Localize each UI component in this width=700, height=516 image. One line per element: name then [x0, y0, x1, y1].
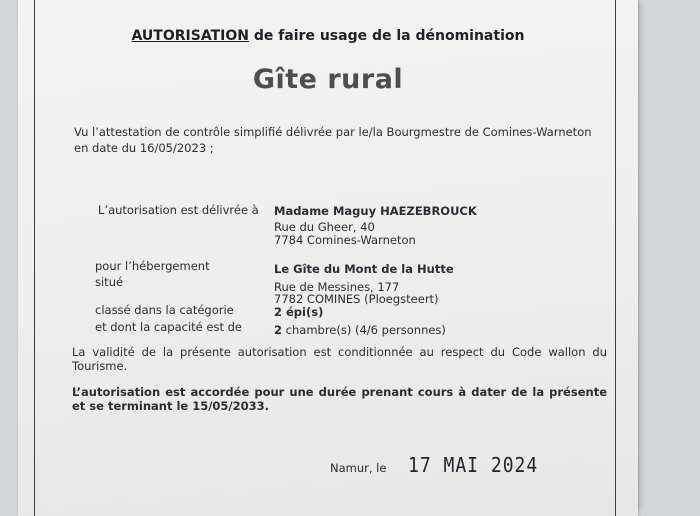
holder-name: Madame Maguy HAEZEBROUCK: [274, 204, 477, 218]
document-heading: [18, 28, 638, 44]
document-title: Gîte rural: [252, 64, 404, 95]
delivered-label: L’autorisation est délivrée à: [98, 203, 259, 217]
capacity-value: [274, 323, 446, 337]
capacity-number: 2: [274, 323, 283, 337]
capacity-text: chambre(s) (4/6 personnes): [282, 323, 446, 337]
category-value: 2 épi(s): [274, 305, 324, 319]
duration-paragraph: L’autorisation est accordée pour une durée prenant cours à dater de la présente et se terminant le 15/05/2033.: [72, 385, 607, 413]
holder-city: 7784 Comines-Warneton: [274, 233, 416, 247]
heading-keyword: AUTORISATION: [131, 28, 249, 44]
accommodation-name: Le Gîte du Mont de la Hutte: [274, 262, 454, 276]
location-label: situé: [95, 275, 124, 289]
holder-street: Rue du Gheer, 40: [274, 220, 375, 234]
location-street: Rue de Messines, 177: [274, 280, 400, 294]
intro-paragraph: Vu l’attestation de contrôle simplifié délivrée par le/la Bourgmestre de Comines-Warneton en date du 16/05/2023 ;: [74, 125, 592, 155]
category-label: classé dans la catégorie: [95, 303, 234, 317]
capacity-label: et dont la capacité est de: [95, 320, 243, 334]
location-city: 7782 COMINES (Ploegsteert): [274, 292, 439, 306]
signature-place: Namur, le: [330, 461, 387, 475]
accommodation-label: pour l’hébergement: [95, 259, 210, 273]
heading-rest: de faire usage de la dénomination: [248, 28, 525, 44]
validity-paragraph: La validité de la présente autorisation est conditionnée au respect du Code wallon du Tourisme.: [72, 345, 607, 373]
signature-date-stamp: 17 MAI 2024: [408, 453, 539, 478]
document-page: [18, 0, 638, 516]
